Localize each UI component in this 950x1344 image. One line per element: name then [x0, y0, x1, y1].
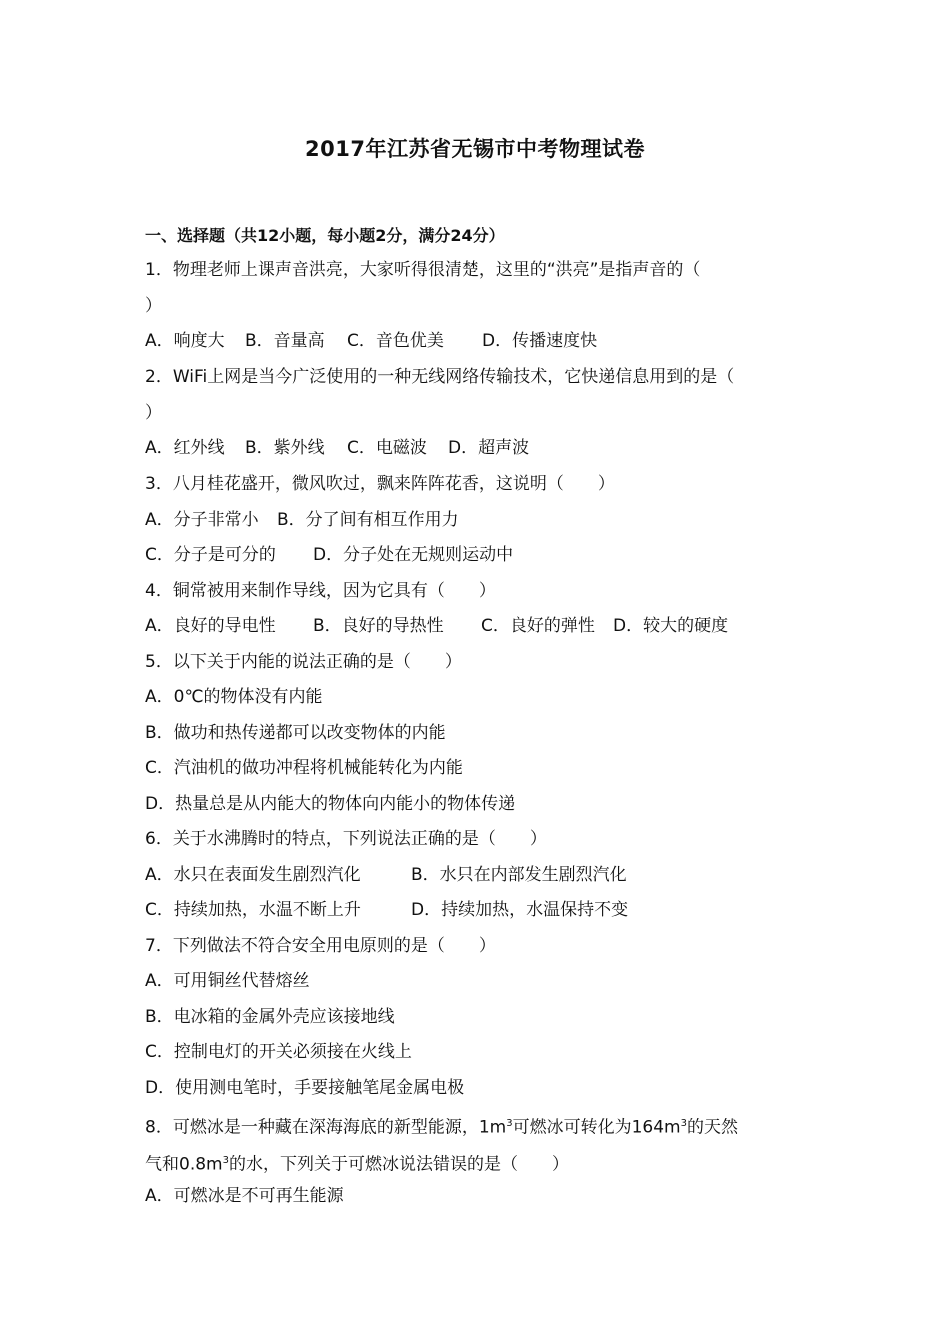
question-8-stem	[145, 1113, 738, 1139]
question-4-option-d[interactable]: D．较大的硬度	[613, 616, 729, 636]
question-8-continued-part-2: 的水，下列关于可燃冰说法错误的是（ ）	[228, 1154, 569, 1175]
question-8-superscript-1: 3	[506, 1118, 513, 1129]
question-5-option-a[interactable]: A．0℃的物体没有内能	[145, 687, 323, 707]
question-8-stem-continued	[145, 1150, 569, 1176]
question-8-stem-part-2: 可燃冰可转化为164m	[512, 1117, 681, 1138]
question-3-options-row-2	[145, 544, 513, 566]
question-4-options	[145, 615, 728, 637]
question-8-stem-part-3: 的天然	[686, 1117, 738, 1138]
question-8-superscript-3: 3	[222, 1155, 229, 1166]
question-1-option-a[interactable]: A．响度大	[145, 331, 225, 351]
question-2-stem-continued: ）	[145, 403, 162, 423]
question-3-option-d[interactable]: D．分子处在无规则运动中	[313, 545, 514, 565]
question-4-stem: 4．铜常被用来制作导线，因为它具有（ ）	[145, 581, 496, 601]
question-5-option-d[interactable]: D．热量总是从内能大的物体向内能小的物体传递	[145, 794, 516, 814]
section-heading-multiple-choice: 一、选择题（共12小题，每小题2分，满分24分）	[145, 226, 505, 245]
question-3-option-a[interactable]: A．分子非常小	[145, 510, 259, 530]
question-6-option-c[interactable]: C．持续加热，水温不断上升	[145, 900, 361, 920]
exam-title: 2017年江苏省无锡市中考物理试卷	[305, 137, 645, 161]
question-8-option-a[interactable]: A．可燃冰是不可再生能源	[145, 1186, 344, 1206]
question-2-option-d[interactable]: D．超声波	[448, 438, 530, 458]
question-4-option-b[interactable]: B．良好的导热性	[313, 616, 444, 636]
question-5-stem: 5．以下关于内能的说法正确的是（ ）	[145, 652, 462, 672]
question-6-options-row-1	[145, 864, 627, 886]
question-3-stem: 3．八月桂花盛开，微风吹过，飘来阵阵花香，这说明（ ）	[145, 474, 615, 494]
question-1-option-c[interactable]: C．音色优美	[347, 331, 444, 351]
question-5-option-b[interactable]: B．做功和热传递都可以改变物体的内能	[145, 723, 446, 743]
question-1-stem-continued: ）	[145, 296, 162, 316]
question-2-option-b[interactable]: B．紫外线	[245, 438, 325, 458]
question-3-options-row-1	[145, 509, 459, 531]
question-3-option-c[interactable]: C．分子是可分的	[145, 545, 276, 565]
question-2-stem: 2．WiFi上网是当今广泛使用的一种无线网络传输技术，它快递信息用到的是（	[145, 367, 735, 387]
question-8-stem-part-1: 8．可燃冰是一种藏在深海海底的新型能源，1m	[145, 1117, 507, 1138]
question-4-option-a[interactable]: A．良好的导电性	[145, 616, 276, 636]
question-8-continued-part-1: 气和0.8m	[145, 1154, 223, 1175]
question-2-option-a[interactable]: A．红外线	[145, 438, 225, 458]
question-4-option-c[interactable]: C．良好的弹性	[481, 616, 595, 636]
question-8-superscript-2: 3	[680, 1118, 687, 1129]
question-7-option-c[interactable]: C．控制电灯的开关必须接在火线上	[145, 1042, 412, 1062]
question-1-option-b[interactable]: B．音量高	[245, 331, 325, 351]
question-7-option-d[interactable]: D．使用测电笔时，手要接触笔尾金属电极	[145, 1078, 465, 1098]
question-7-option-a[interactable]: A．可用铜丝代替熔丝	[145, 971, 310, 991]
question-1-stem: 1．物理老师上课声音洪亮，大家听得很清楚，这里的“洪亮”是指声音的（	[145, 260, 701, 280]
question-7-stem: 7．下列做法不符合安全用电原则的是（ ）	[145, 936, 496, 956]
question-3-option-b[interactable]: B．分了间有相互作用力	[277, 510, 459, 530]
question-2-option-c[interactable]: C．电磁波	[347, 438, 427, 458]
question-7-option-b[interactable]: B．电冰箱的金属外壳应该接地线	[145, 1007, 395, 1027]
question-6-option-a[interactable]: A．水只在表面发生剧烈汽化	[145, 865, 361, 885]
question-5-option-c[interactable]: C．汽油机的做功冲程将机械能转化为内能	[145, 758, 463, 778]
question-6-stem: 6．关于水沸腾时的特点，下列说法正确的是（ ）	[145, 829, 547, 849]
question-6-option-b[interactable]: B．水只在内部发生剧烈汽化	[411, 865, 627, 885]
question-1-option-d[interactable]: D．传播速度快	[482, 331, 598, 351]
question-2-options	[145, 437, 529, 459]
question-1-options	[145, 330, 597, 352]
question-6-option-d[interactable]: D．持续加热，水温保持不变	[411, 900, 629, 920]
question-6-options-row-2	[145, 899, 628, 921]
